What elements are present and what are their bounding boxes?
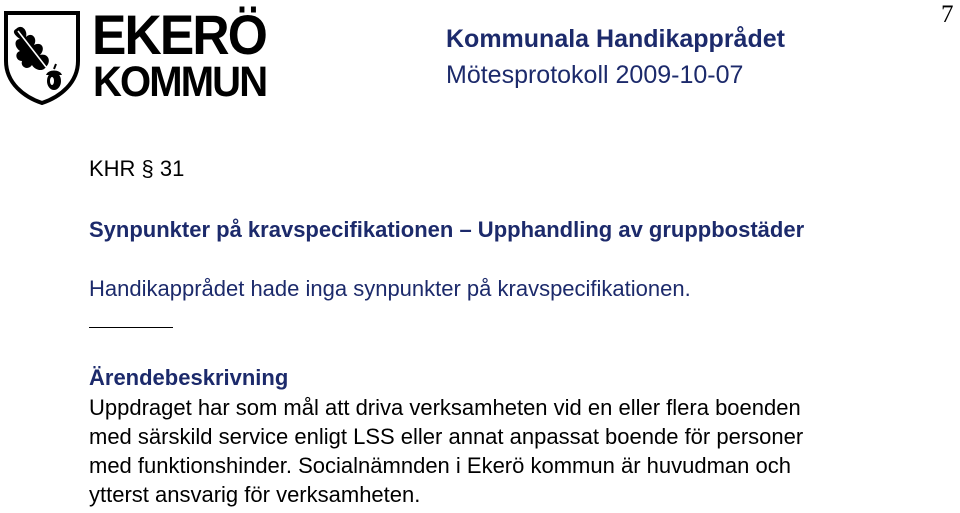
decision-text: Handikapprådet hade inga synpunkter på kravspecifikationen. <box>89 276 691 301</box>
logo-wordmark-kommun: KOMMUN <box>93 58 267 106</box>
oak-leaf-shield-icon <box>2 9 82 105</box>
org-title: Kommunala Handikapprådet <box>446 25 785 53</box>
page-number: 7 <box>941 1 954 28</box>
document-subtitle: Mötesprotokoll 2009-10-07 <box>446 61 744 89</box>
description-heading: Ärendebeskrivning <box>89 365 289 390</box>
item-heading: Synpunkter på kravspecifikationen – Upphandling av gruppbostäder <box>89 217 805 242</box>
separator-line <box>89 327 173 328</box>
logo-wordmark-ekero: EKERÖ <box>92 3 267 66</box>
section-reference: KHR § 31 <box>89 156 185 181</box>
description-line: med funktionshinder. Socialnämnden i Ekerö kommun är huvudman och <box>89 453 791 478</box>
description-line: ytterst ansvarig för verksamheten. <box>89 482 421 507</box>
description-line: Uppdraget har som mål att driva verksamheten vid en eller flera boenden <box>89 395 801 420</box>
description-line: med särskild service enligt LSS eller annat anpassat boende för personer <box>89 424 804 449</box>
